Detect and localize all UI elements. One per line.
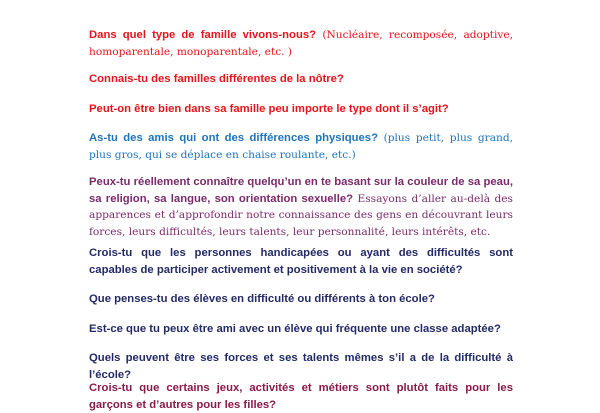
question-friend-adapted-class (89, 321, 513, 338)
question-detail: (plus petit, plus grand, plus gros, qui se déplace en chaise roulante, etc.) (89, 132, 513, 161)
question-lead: Peux-tu réellement connaître quelqu’un en te basant sur la couleur de sa peau, sa religion, sa langue, son orientation sexuelle? (89, 176, 513, 205)
question-lead: Est-ce que tu peux être ami avec un élève qui fréquente une classe adaptée? (89, 323, 501, 335)
question-strengths-talents (89, 350, 513, 383)
question-different-families (89, 71, 513, 88)
question-lead: Crois-tu que certains jeux, activités et métiers sont plutôt faits pour les garçons et d’autres pour les filles? (89, 382, 513, 411)
question-lead: Quels peuvent être ses forces et ses talents mêmes s’il a de la difficulté à l’école? (89, 352, 513, 381)
question-knowing-someone (89, 174, 513, 240)
question-lead: Crois-tu que les personnes handicapées ou ayant des difficultés sont capables de participer activement et positivement à la vie en société? (89, 247, 513, 276)
question-gender-activities (89, 380, 513, 413)
question-lead: Connais-tu des familles différentes de la nôtre? (89, 73, 344, 85)
question-disabled-people (89, 245, 513, 278)
question-lead: Dans quel type de famille vivons-nous? (89, 29, 317, 41)
question-family-type (89, 27, 513, 60)
question-lead: As-tu des amis qui ont des différences physiques? (89, 132, 378, 144)
question-detail: (Nucléaire, recomposée, adoptive, homoparentale, monoparentale, etc. ) (89, 29, 513, 58)
question-students-difficulty (89, 291, 513, 308)
question-physical-differences (89, 130, 513, 163)
question-lead: Peut-on être bien dans sa famille peu importe le type dont il s’agit? (89, 103, 449, 115)
question-well-in-family (89, 101, 513, 118)
question-lead: Que penses-tu des élèves en difficulté ou différents à ton école? (89, 293, 435, 305)
question-detail: Essayons d’aller au-delà des apparences et d’approfondir notre connaissance des gens en découvrant leurs forces, leurs difficultés, leurs talents, leur personnalité, leurs intérêts, etc. (89, 192, 513, 238)
